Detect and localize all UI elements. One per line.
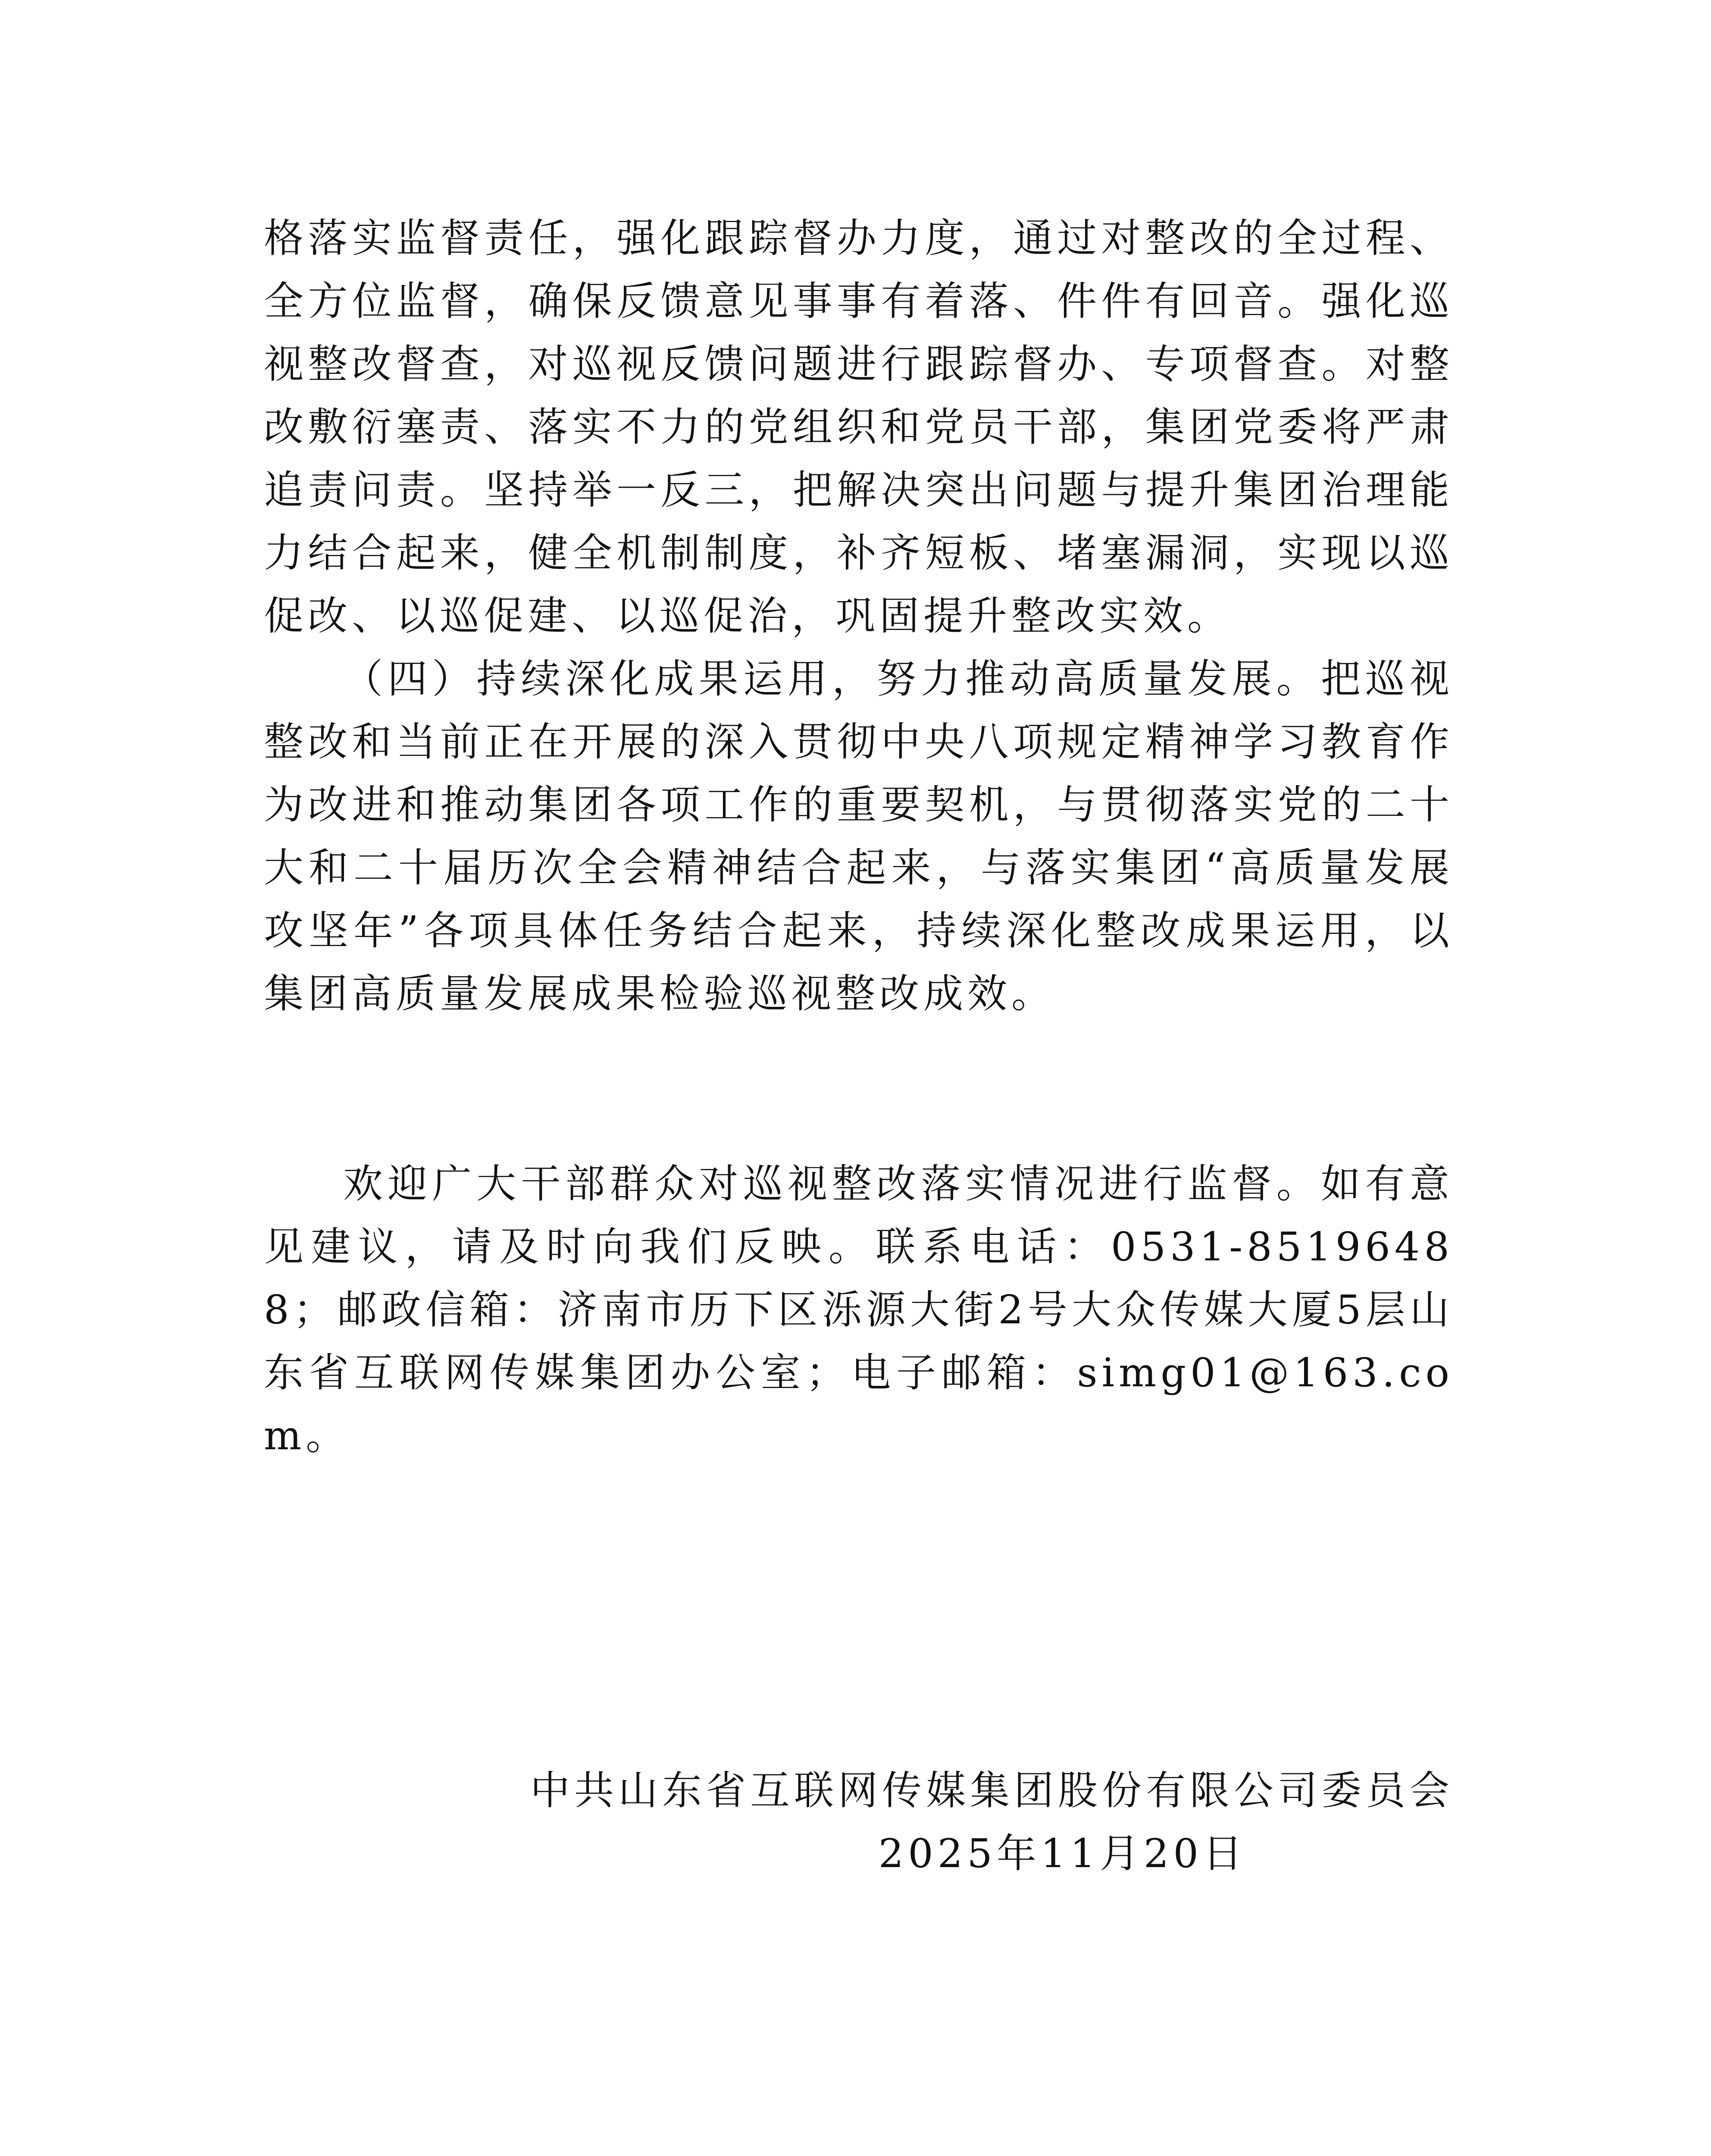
paragraph-contact-info: 欢迎广大干部群众对巡视整改落实情况进行监督。如有意见建议，请及时向我们反映。联系电话：0531-85196488；邮政信箱：济南市历下区泺源大街2号大众传媒大厦5层山东省互联网传媒集团办公室；电子邮箱：simg01@163.com。	[264, 1161, 1454, 1459]
signature-block	[264, 1759, 1454, 1885]
paragraph-supervision: 格落实监督责任，强化跟踪督办力度，通过对整改的全过程、全方位监督，确保反馈意见事事有着落、件件有回音。强化巡视整改督查，对巡视反馈问题进行跟踪督办、专项督查。对整改敷衍塞责、落实不力的党组织和党员干部，集团党委将严肃追责问责。坚持举一反三，把解决突出问题与提升集团治理能力结合起来，健全机制制度，补齐短板、堵塞漏洞，实现以巡促改、以巡促建、以巡促治，巩固提升整改实效。	[264, 215, 1454, 639]
paragraph-results-application: （四）持续深化成果运用，努力推动高质量发展。把巡视整改和当前正在开展的深入贯彻中央八项规定精神学习教育作为改进和推动集团各项工作的重要契机，与贯彻落实党的二十大和二十届历次全会精神结合起来，与落实集团“高质量发展攻坚年”各项具体任务结合起来，持续深化整改成果运用，以集团高质量发展成果检验巡视整改成效。	[264, 656, 1454, 1017]
signature-organization: 中共山东省互联网传媒集团股份有限公司委员会	[530, 1767, 1454, 1814]
document-body	[264, 207, 1454, 1877]
signature-date: 2025年11月20日	[878, 1830, 1247, 1877]
